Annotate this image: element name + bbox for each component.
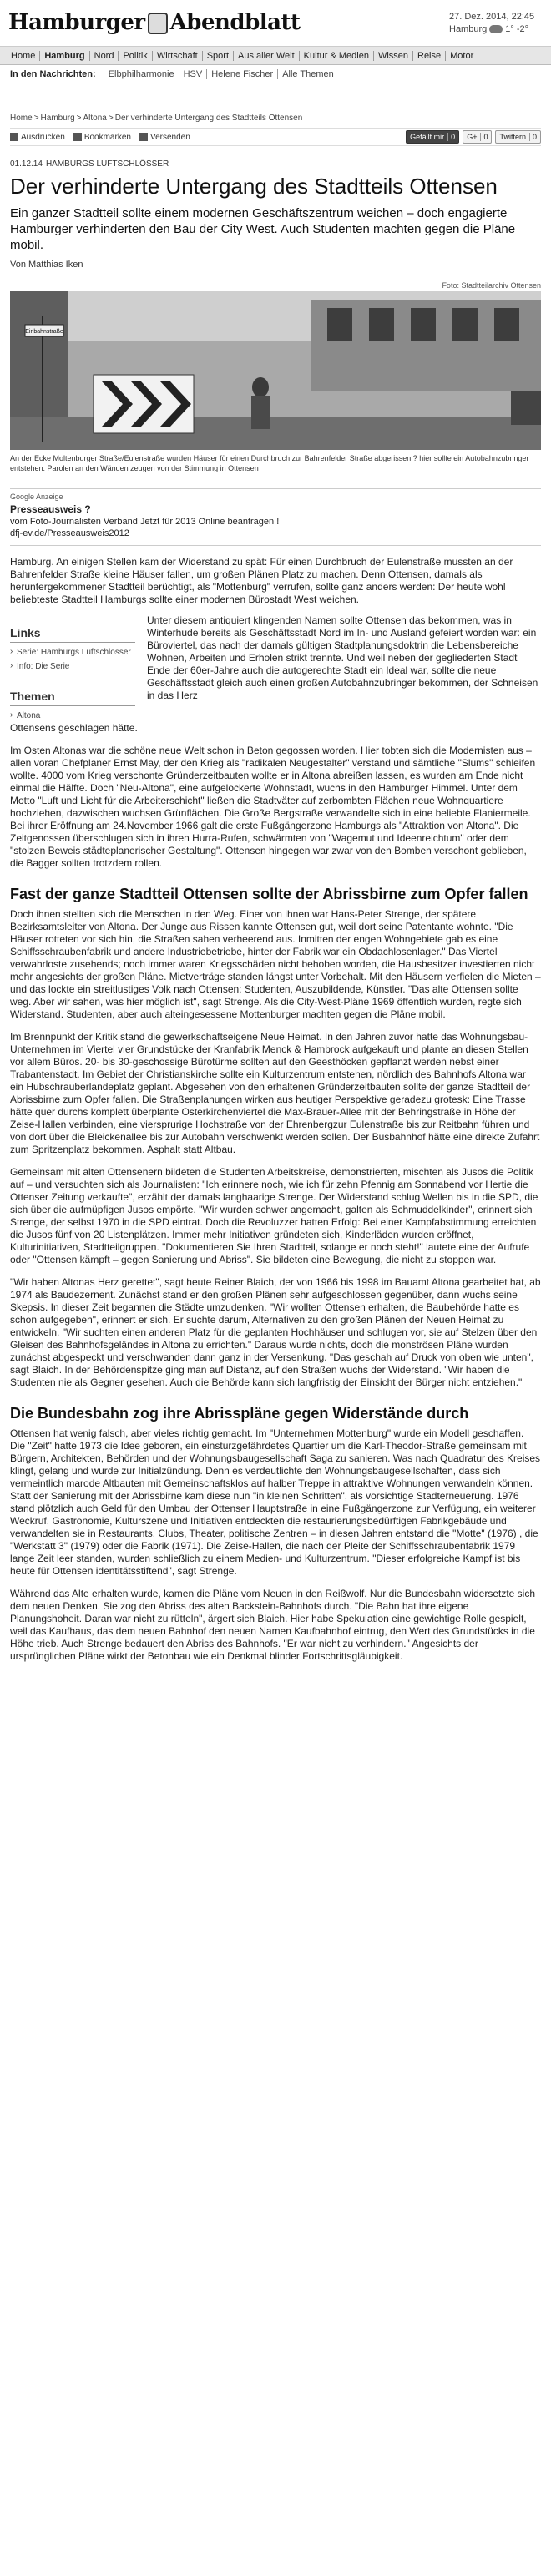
bookmark-icon: [73, 133, 82, 141]
article-lead: Ein ganzer Stadtteil sollte einem modernen Geschäftszentrum weichen – doch engagierte Hamburger verhinderten den Bau der City West. Auch Studenten machten gegen die Pläne mobil.: [10, 206, 516, 252]
logo-right: Abendblatt: [169, 10, 301, 35]
ad-text: vom Foto-Journalisten Verband Jetzt für 2013 Online beantragen !: [10, 517, 280, 527]
nav-item-nord[interactable]: Nord: [90, 51, 119, 61]
photo-credit: Foto: Stadtteilarchiv Ottensen: [442, 281, 541, 290]
article-paragraph: Während das Alte erhalten wurde, kamen die Pläne vom Neuen in den Reißwolf. Nur die Bundesbahn widersetzte sich dem neuen Denken. Sie zog den Abriss des alten Backstein-Bahnhofs durch. "Die Bahn hat ihre eigene Planungshoheit. Daran war nicht zu rütteln", ärgert sich Blaich. Hier habe Spekulation eine gewichtige Rolle gespielt, weil das Kaufhaus, das dem neuen Bahnhof den neuen Namen Kaufbahnhof eintrug, den Wert des Grundstücks in die Höhe trieb. Auch Strenge bedauert den Abriss des Bahnhofs. "Er war nicht zu verhindern." Angesichts der ursprünglichen Pläne wirkt der Betonbau wie ein Denkmal blinder Fortschrittsgläubigkeit.: [10, 1588, 536, 1662]
trending-link[interactable]: HSV: [179, 69, 208, 79]
breadcrumb-separator: >: [76, 114, 82, 123]
send-button[interactable]: [139, 133, 190, 142]
breadcrumb-item[interactable]: Hamburg: [40, 114, 75, 123]
nav-item-aus-aller-welt[interactable]: Aus aller Welt: [234, 51, 300, 61]
nav-item-hamburg[interactable]: Hamburg: [40, 51, 89, 61]
weather-widget[interactable]: [449, 24, 541, 34]
article-subheading: Die Bundesbahn zog ihre Abrisspläne gegen Widerstände durch: [10, 1405, 469, 1422]
print-label: Ausdrucken: [21, 132, 65, 142]
bookmark-button[interactable]: [73, 133, 131, 142]
article-paragraph: Im Brennpunkt der Kritik stand die gewerkschaftseigene Neue Heimat. In den Jahren zuvor hatte das Wohnungsbau-Unternehmen im Viertel vier Grundstücke der Kranfabrik Menck & Hambrock aufgekauft und plante an diesen Stellen vor allem Büros. 20- bis 30-geschossige Bürotürme sollten auf den Geesthöcken gepflanzt werden nebst einer Trabantenstadt. Im Gebiet der Christianskirche sollte ein Kulturzentrum entstehen, nördlich des Bahnhofs Altona war ein Hubschrauberlandeplatz geplant. Abgesehen von den erhaltenen Gründerzeitbauten sollte der ganze Stadtteil der Abrissbirne zum Opfer fallen. Die Straßenplanungen wirken aus heutiger Perspektive geradezu grotesk: Eine Trasse hätte quer durchs komplett überplante Osterkirchenviertel die Max-Brauer-Allee mit der Behringstraße in Höhe der Zeise-Hallen verbinden, eine viersprurige Hochstraße von der Ehrenbergzur Eulenstraße bis zur Reitbahn führen und von dort über die Bleickenallee bis zur Autobahn verschwenkt werden sollen. Der Busbahnhof hätte eine direkte Zufahrt zum Spritzenplatz bekommen. Asphalt statt Altbau.: [10, 1031, 540, 1155]
article-sidebar: [10, 614, 135, 720]
article-paragraph: "Wir haben Altonas Herz gerettet", sagt heute Reiner Blaich, der von 1966 bis 1998 im Bauamt Altona gearbeitet hat, ab 1974 als Baudezernent. Zunächst stand er den großen Plänen sehr aufgeschlossen gegenüber, dann wuchs seine Skepsis. In dieser Zeit begannen die Städte umzudenken. "Wir wollten Ottensen erhalten, die Baubehörde hatte es schon aufgegeben", erinnert er sich. Er suchte darum, Alternativen zu den großen Plänen der Neuen Heimat zu entwickeln. "Wir suchten einen anderen Platz für die geplanten Hochhäuser und schlugen vor, sie auf Stelzen über den Gleisen des Bahnhofsgeländes in Altona zu errichten." Daraus wurde nichts, doch die monströsen Pläne wurden zunächst abgespeckt und verschwanden dann ganz in der Versenkung. "Das geschah auf Druck von oben wie unten", sagt Blaich. In der Behördenspitze ging man auf Distanz, auf den Straßen wuchs der Widerstand. "Wir haben die Studenten nie als Gegner gesehen. Auch die Behörde kann sich langfristig der Einsicht der Bürger nicht entziehen.": [10, 1276, 541, 1388]
article-title: Der verhinderte Untergang des Stadtteils Ottensen: [10, 174, 498, 199]
header-date: 27. Dez. 2014, 22:45: [449, 12, 535, 22]
weather-temp: 1° -2°: [505, 24, 529, 34]
trending-link[interactable]: Elbphilharmonie: [104, 69, 179, 79]
article-date: 01.12.14: [10, 159, 43, 169]
sidebar-links-heading: Links: [10, 626, 135, 643]
breadcrumb: [10, 114, 541, 123]
nav-item-sport[interactable]: Sport: [203, 51, 234, 61]
twitter-count: 0: [529, 133, 537, 141]
send-label: Versenden: [149, 132, 190, 142]
twitter-label: Twittern: [499, 133, 526, 141]
trending-link[interactable]: Helene Fischer: [207, 69, 278, 79]
gplus-count: 0: [480, 133, 488, 141]
facebook-like-label: Gefällt mir: [410, 133, 445, 141]
site-logo[interactable]: [8, 10, 301, 35]
trending-label: In den Nachrichten:: [10, 68, 96, 79]
street-scene-illustration: [10, 291, 541, 450]
print-button[interactable]: [10, 133, 65, 142]
article-toolbar: [10, 128, 541, 146]
header-info: [449, 12, 541, 34]
article-paragraph: Im Osten Altonas war die schöne neue Welt schon in Beton gegossen worden. Hier tobten sich die Modernisten aus – allen voran Chefplaner Ernst May, der den Krieg als "radikalen Neugestalter" verstand und sämtliche "Slums" schleifen wollte. 4000 vom Krieg verschonte Gründerzeitbauten wollte er in Altona abreißen lassen, es wurden am Ende nicht einmal die Hälfte. Doch "Neu-Altona", eine aufgelockerte Wohnstadt, wuchs in den Hamburger Himmel. Unter dem Motto "Luft und Licht für die Arbeiterschicht" ließen die Stadtväter auf zerbombten Flächen neue Wohnquartiere hochziehen, dazwischen wuchsen Grünflächen. Die Große Bergstraße verwandelte sich in eine beliebte Flaniermeile. Bei ihrer Eröffnung am 24.November 1966 galt die erste Fußgängerzone Hamburgs als "Attraktion von Altona". Die Zeitgenossen überschlugen sich in ihren Hurra-Rufen, schwärmten von "Wagemut und Ideenreichtum" oder dem "stolzen Beweis städteplanerischer Gestaltung". Ottensen hingegen war zwar von den Bomben verschont geblieben, die Bagger sollten trotzdem rollen.: [10, 745, 536, 869]
sidebar-link[interactable]: › Info: Die Serie: [10, 662, 135, 671]
gplus-icon: G+: [467, 133, 478, 141]
article-paragraph: Ottensens geschlagen hätte.: [10, 722, 138, 734]
breadcrumb-item: Der verhinderte Untergang des Stadtteils Ottensen: [114, 114, 303, 123]
nav-item-wirtschaft[interactable]: Wirtschaft: [153, 51, 203, 61]
nav-item-motor[interactable]: Motor: [450, 50, 474, 61]
photo-sign-text: Einbahnstraße: [25, 329, 63, 335]
weather-city: Hamburg: [449, 24, 488, 34]
masthead: [0, 0, 551, 47]
article-paragraph: Gemeinsam mit alten Ottensenern bildeten die Studenten Arbeitskreise, demonstrierten, mischten als Jusos die Politik auf – und versuchten sich als Journalisten: "Ich erinnere noch, wie ich für zehn Pfennig am Sonnabend vor Hertie die Ottenser Zeitung verkaufte", erzählt der damals langhaarige Strenge. Der Widerstand schlug Wellen bis in die SPD, die sich über die aufmüpfigen Jusos empörte. "Wir wurden schwer angemacht, galten als Schmuddelkinder", erinnert sich Strenge, der selbst 1970 in die SPD eintrat. Doch die Revoluzzer hatten Erfolg: Bei einer Kampfabstimmung erreichten die Jusos fünf von 20 Listenplätzen. Immer mehr Initiativen gründeten sich, Kinderläden wurden eröffnet, Kulturinitiativen, Stadtteilgruppen. "Dokumentieren Sie Ihren Stadtteil, solange er noch steht!" lautete eine der Aufrufe oder "Ottensen kämpft – gegen Sanierung und Abriss". Sie bildeten eine Bewegung, die nicht zu stoppen war.: [10, 1166, 538, 1265]
sidebar-row: [10, 614, 541, 720]
facebook-like-count: 0: [447, 133, 455, 141]
article-paragraph: Ottensen hat wenig falsch, aber vieles richtig gemacht. Im "Unternehmen Mottenburg" wurde ein Modell geschaffen. Die "Zeit" hatte 1973 die Idee geboren, ein einsturzgefährdetes Quartier um die Karl-Theodor-Straße gemeinsam mit Bürgern, Architekten, Behörden und der Wohnungsbaugesellschaft Saga zu sanieren. Was nach Quadratur des Kreises klingt, gelang und wurde zur Initialzündung. Denn es verdeutlichte den Wohnungsbaugesellschaften, dass sich vermeintlich marode Altbauten mit Gemeinschaftsklos auf halber Treppe in attraktive Wohnungen verwandeln können. Statt der Sanierung mit der Abrissbirne kam diese nun "in kleinen Schritten", als vorsichtige Stadterneuerung. 1976 stand plötzlich auch Geld für den Umbau der Ottenser Hauptstraße in eine Fußgängerzone zur Verfügung, ein weiterer Weckruf. Gastronomie, Kulturszene und Initiativen entdeckten die restaurierungsbedürftigen Fabrikgebäude und verwandelten sie in Restaurants, Clubs, Theater, politische Zentren – in diesen Jahren entstand die "Motte" (1976) , die "Werkstatt 3" (1979) oder die Fabrik (1971). Die Zeise-Hallen, die nach der Pleite der Schiffsschraubenfabrik 1979 lange Zeit leer standen, wurden schließlich zu einem Medien- und Kulturzentrum. "Dieser erfolgreiche Kampf ist bis heute für Ottensen identitätsstiftend", sagt Strenge.: [10, 1427, 541, 1577]
article-author: Von Matthias Iken: [10, 260, 83, 270]
sidebar-themen-heading: Themen: [10, 689, 135, 706]
twitter-button[interactable]: [495, 130, 541, 144]
article-paragraph: Hamburg. An einigen Stellen kam der Widerstand zu spät: Für einen Durchbruch der Eulenstraße mussten an der Bahrenfelder Straße kleine Häuser fallen, um großen Plänen Platz zu machen. Denn Ottensen, damals als heruntergekommener Stadtteil berüchtigt, als "Mottenburg" verrufen, sollte ganz anders werden: Der heute wohl beliebteste Stadtteil Hamburgs sollte einer modernen Bürostadt West weichen.: [10, 556, 513, 605]
article-photo[interactable]: [10, 291, 541, 450]
trending-bar: [0, 65, 551, 83]
ad-title[interactable]: Presseausweis ?: [10, 503, 91, 515]
breadcrumb-item[interactable]: Home: [10, 114, 33, 123]
photo-caption: An der Ecke Moltenburger Straße/Eulenstraße wurden Häuser für einen Durchbruch zur Bahrenfelder Straße abgerissen ? hier sollte ein Autobahnzubringer entstehen. Parolen an den Wänden zeugen von der Stimmung in Ottensen: [10, 454, 529, 472]
trending-link[interactable]: Alle Themen: [282, 68, 334, 79]
sidebar-topic[interactable]: › Altona: [10, 711, 135, 720]
breadcrumb-separator: >: [108, 114, 114, 123]
article-dateline: [10, 159, 541, 169]
sidebar-link[interactable]: › Serie: Hamburgs Luftschlösser: [10, 648, 135, 657]
nav-item-reise[interactable]: Reise: [413, 51, 446, 61]
breadcrumb-item[interactable]: Altona: [83, 114, 107, 123]
envelope-icon: [139, 133, 148, 141]
nav-item-home[interactable]: Home: [7, 51, 40, 61]
logo-left: Hamburger: [8, 10, 145, 35]
gplus-button[interactable]: [463, 130, 492, 144]
breadcrumb-separator: >: [33, 114, 39, 123]
cloud-icon: [489, 25, 503, 33]
article-paragraph: Unter diesem antiquiert klingenden Namen sollte Ottensen das bekommen, was in Winterhude bereits als Geschäftsstadt Nord im In- und Ausland gefeiert worden war: ein Büroviertel, das nach der damals gültigen Stadtplanungsdoktrin die Lebensbereiche Wohnen, Arbeiten und Erholen strikt trennte. Und weil neben der gegliederten Stadt Ende der 60er-Jahre auch die autogerechte Stadt ein Ideal war, sollte die neue Geschäftsstadt gleich auch einen großen Autobahnzubringer bekommen, der Schneisen in das Herz: [147, 614, 538, 701]
bookmark-label: Bookmarken: [83, 132, 131, 142]
main-nav: [0, 47, 551, 65]
nav-item-kultur-medien[interactable]: Kultur & Medien: [300, 51, 374, 61]
hamburg-seal-icon: [148, 13, 168, 34]
facebook-like-button[interactable]: [406, 130, 459, 144]
article-kicker[interactable]: HAMBURGS LUFTSCHLÖSSER: [45, 159, 169, 169]
google-ad[interactable]: [10, 488, 541, 546]
nav-item-politik[interactable]: Politik: [119, 51, 152, 61]
article-content: [0, 114, 551, 1663]
ad-label: Google Anzeige: [10, 492, 63, 501]
printer-icon: [10, 133, 18, 141]
article-subheading: Fast der ganze Stadtteil Ottensen sollte der Abrissbirne zum Opfer fallen: [10, 886, 528, 902]
article-paragraph: Doch ihnen stellten sich die Menschen in den Weg. Einer von ihnen war Hans-Peter Strenge, der spätere Bezirksamtsleiter von Altona. Der Junge aus Rissen kannte Ottensen gut, weil dort seine Patentante wohnte. "Die Häuser rotteten vor sich hin, die Straßen sahen verheerend aus. Inmitten der engen Wohngebiete gab es eine Schiffsschraubenfabrik und andere Industriebetriebe, hinter der Fabrik war ein Obdachlosenlager." Das Viertel verwahrloste zusehends; noch immer waren Kriegsschäden nicht behoben worden, die Hausbesitzer investierten nicht mehr angesichts der großen Pläne. Mietverträge standen längst unter Vorbehalt. Mit den Häusern verfielen die Mieten – und das lockte ein streitlustiges Volk nach Ottensen: Studenten, Auszubildende, Künstler. "Das alte Ottensen sollte weg. Aber wir sahen, was hier möglich ist", sagt Strenge. Als die City-West-Pläne 1969 öffentlich wurden, regte sich Widerstand. Studenten, aber auch alteingesessene Mottenburger machten gegen die Pläne mobil.: [10, 908, 541, 1020]
ad-divider: [10, 545, 541, 546]
nav-item-wissen[interactable]: Wissen: [374, 51, 413, 61]
ad-link[interactable]: dfj-ev.de/Presseausweis2012: [10, 528, 129, 538]
